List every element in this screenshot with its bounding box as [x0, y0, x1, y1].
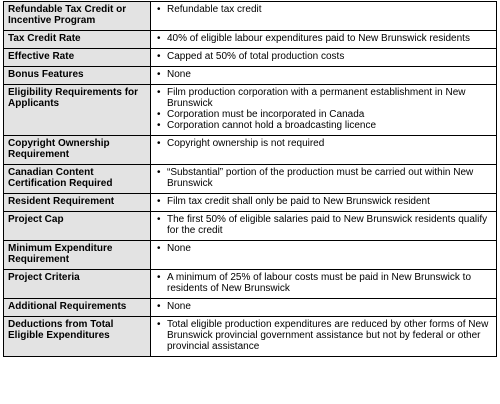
value-text: Film tax credit shall only be paid to New Brunswick resident [167, 196, 430, 207]
bullet-icon: • [157, 301, 161, 312]
row-label: Refundable Tax Credit or Incentive Program [4, 2, 151, 31]
bullet-icon: • [157, 214, 161, 225]
table-row [4, 49, 497, 67]
row-value [151, 67, 497, 85]
bullet-icon: • [157, 51, 161, 62]
list-item [155, 272, 492, 294]
row-label: Resident Requirement [4, 194, 151, 212]
value-text: None [167, 69, 191, 80]
value-text: None [167, 301, 191, 312]
row-value [151, 2, 497, 31]
row-value [151, 270, 497, 299]
list-item [155, 196, 492, 207]
row-value [151, 317, 497, 357]
row-label: Eligibility Requirements for Applicants [4, 85, 151, 136]
bullet-icon: • [157, 167, 161, 178]
row-value [151, 241, 497, 270]
value-text: None [167, 243, 191, 254]
table-row [4, 241, 497, 270]
list-item [155, 214, 492, 236]
value-text: “Substantial” portion of the production must be carried out within New Brunswick [167, 167, 474, 189]
row-label: Bonus Features [4, 67, 151, 85]
value-text: Film production corporation with a permanent establishment in New Brunswick [167, 87, 466, 109]
list-item [155, 69, 492, 80]
value-text: Capped at 50% of total production costs [167, 51, 345, 62]
list-item [155, 120, 492, 131]
table-row [4, 165, 497, 194]
table-row [4, 299, 497, 317]
row-label: Effective Rate [4, 49, 151, 67]
table-row [4, 67, 497, 85]
row-label: Deductions from Total Eligible Expenditures [4, 317, 151, 357]
row-value [151, 49, 497, 67]
program-details-document [3, 1, 496, 357]
value-text: Refundable tax credit [167, 4, 262, 15]
bullet-icon: • [157, 69, 161, 80]
row-label: Tax Credit Rate [4, 31, 151, 49]
list-item [155, 109, 492, 120]
row-value [151, 85, 497, 136]
row-label: Minimum Expenditure Requirement [4, 241, 151, 270]
value-text: Total eligible production expenditures are reduced by other forms of New Brunswick provincial government assistance but not by federal or other provincial assistance [167, 319, 489, 352]
list-item [155, 87, 492, 109]
table-row [4, 31, 497, 49]
bullet-icon: • [157, 196, 161, 207]
value-text: Copyright ownership is not required [167, 138, 325, 149]
value-text: Corporation cannot hold a broadcasting licence [167, 120, 377, 131]
list-item [155, 4, 492, 15]
table-row [4, 85, 497, 136]
list-item [155, 319, 492, 352]
bullet-icon: • [157, 243, 161, 254]
row-value [151, 165, 497, 194]
bullet-icon: • [157, 33, 161, 44]
row-label: Copyright Ownership Requirement [4, 136, 151, 165]
value-text: 40% of eligible labour expenditures paid to New Brunswick residents [167, 33, 470, 44]
table-row [4, 212, 497, 241]
bullet-icon: • [157, 4, 161, 15]
bullet-icon: • [157, 87, 161, 98]
table-row [4, 194, 497, 212]
row-value [151, 31, 497, 49]
row-label: Additional Requirements [4, 299, 151, 317]
list-item [155, 167, 492, 189]
value-text: Corporation must be incorporated in Canada [167, 109, 365, 120]
row-label: Project Cap [4, 212, 151, 241]
row-value [151, 194, 497, 212]
bullet-icon: • [157, 319, 161, 330]
table-row [4, 317, 497, 357]
list-item [155, 51, 492, 62]
row-label: Canadian Content Certification Required [4, 165, 151, 194]
list-item [155, 243, 492, 254]
row-value [151, 136, 497, 165]
value-text: A minimum of 25% of labour costs must be paid in New Brunswick to residents of New Brunswick [167, 272, 472, 294]
bullet-icon: • [157, 272, 161, 283]
table-row [4, 2, 497, 31]
bullet-icon: • [157, 138, 161, 149]
list-item [155, 138, 492, 149]
value-text: The first 50% of eligible salaries paid to New Brunswick residents qualify for the credit [167, 214, 488, 236]
list-item [155, 33, 492, 44]
tax-credit-table [3, 1, 497, 357]
bullet-icon: • [157, 120, 161, 131]
row-label: Project Criteria [4, 270, 151, 299]
list-item [155, 301, 492, 312]
row-value [151, 299, 497, 317]
bullet-icon: • [157, 109, 161, 120]
table-row [4, 270, 497, 299]
row-value [151, 212, 497, 241]
table-row [4, 136, 497, 165]
